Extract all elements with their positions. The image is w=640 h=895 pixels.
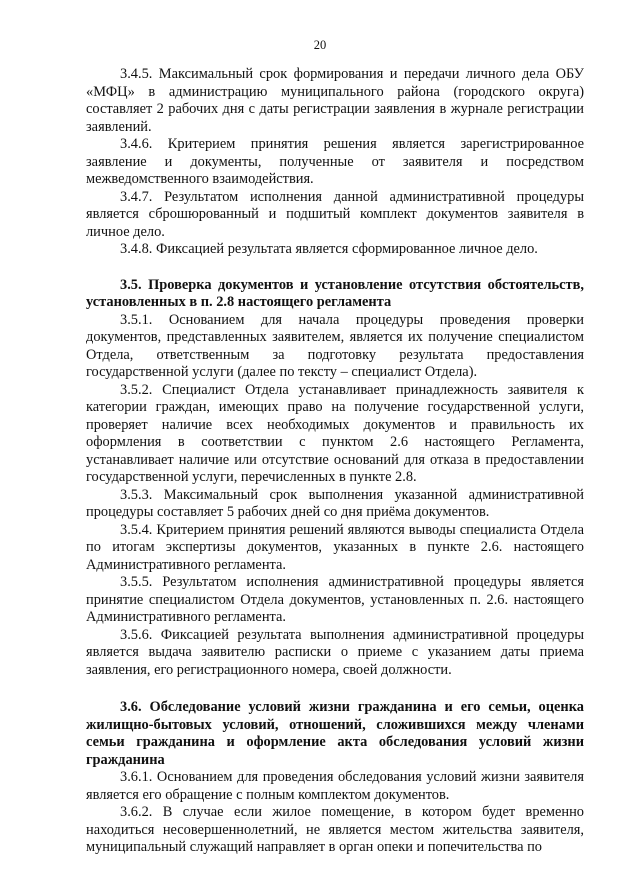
paragraph-3-6-1: 3.6.1. Основанием для проведения обследования условий жизни заявителя является его обращение с полным комплектом документов. xyxy=(86,769,584,803)
paragraph-3-5-1: 3.5.1. Основанием для начала процедуры проведения проверки документов, представленных заявителем, является их получение специалистом Отдела, ответственным за подготовку результата предоставления государственной услуги (далее по тексту – специалист Отдела). xyxy=(86,311,584,380)
paragraph-3-4-8: 3.4.8. Фиксацией результата является сформированное личное дело. xyxy=(120,241,538,257)
document-body xyxy=(86,66,584,857)
paragraph-3-4-6: 3.4.6. Критерием принятия решения является зарегистрированное заявление и документы, полученные от заявителя и посредством межведомственного взаимодействия. xyxy=(86,136,584,187)
paragraph-3-4-5: 3.4.5. Максимальный срок формирования и передачи личного дела ОБУ «МФЦ» в администрацию муниципального района (городского округа) составляет 2 рабочих дня с даты регистрации заявления в журнале регистрации заявлений. xyxy=(86,66,584,135)
section-heading-3-5: 3.5. Проверка документов и установление отсутствия обстоятельств, установленных в п. 2.8 настоящего регламента xyxy=(86,276,584,310)
paragraph-3-4-7: 3.4.7. Результатом исполнения данной административной процедуры является сброшюрованный и подшитый комплект документов заявителя в личное дело. xyxy=(86,188,584,240)
paragraph-3-5-2: 3.5.2. Специалист Отдела устанавливает принадлежность заявителя к категории граждан, имеющих право на получение государственной услуги, проверяет наличие всех необходимых документов и правильность их оформления в соответствии с пунктом 2.6 настоящего Регламента, устанавливает наличие или отсутствие оснований для отказа в предоставлении государственной услуги, перечисленных в пункте 2.8. xyxy=(86,381,584,485)
paragraph-3-5-3: 3.5.3. Максимальный срок выполнения указанной административной процедуры составляет 5 рабочих дней со дня приёма документов. xyxy=(86,486,584,520)
paragraph-3-5-5: 3.5.5. Результатом исполнения административной процедуры является принятие специалистом Отдела документов, установленных п. 2.6. настоящего Административного регламента. xyxy=(86,574,584,625)
section-heading-3-6: 3.6. Обследование условий жизни гражданина и его семьи, оценка жилищно-бытовых условий, отношений, сложившихся между членами семьи гражданина и оформление акта обследования условий жизни гражданина xyxy=(86,699,584,768)
page-number: 20 xyxy=(313,38,327,52)
paragraph-3-5-4: 3.5.4. Критерием принятия решений являются выводы специалиста Отдела по итогам экспертизы документов, указанных в пункте 2.6. настоящего Административного регламента. xyxy=(86,521,584,573)
paragraph-3-5-6: 3.5.6. Фиксацией результата выполнения административной процедуры является выдача заявителю расписки о приеме с указанием даты приема заявления, его регистрационного номера, своей должности. xyxy=(86,626,584,678)
paragraph-3-6-2: 3.6.2. В случае если жилое помещение, в котором будет временно находиться несовершеннолетний, не является местом жительства заявителя, муниципальный служащий направляет в орган опеки и попечительства по xyxy=(86,804,584,855)
